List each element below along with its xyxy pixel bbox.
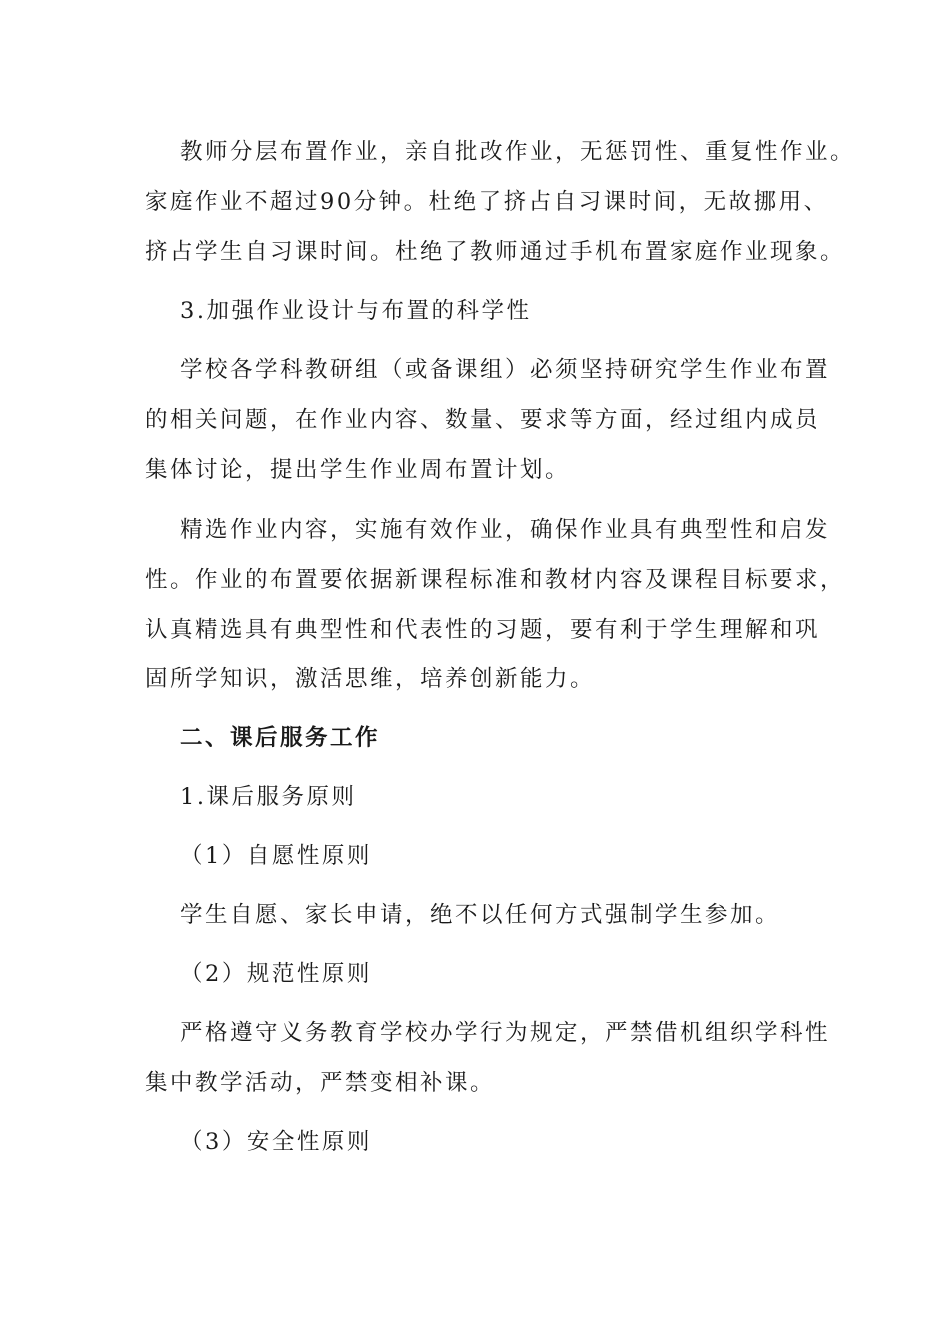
subheading-safety-principle: （3）安全性原则 bbox=[180, 1129, 372, 1155]
subheading-service-principles: 1.课后服务原则 bbox=[180, 784, 357, 810]
paragraph-normative-line-1: 严格遵守义务教育学校办学行为规定，严禁借机组织学科性 bbox=[180, 1020, 831, 1046]
paragraph-normative-line-2: 集中教学活动，严禁变相补课。 bbox=[145, 1070, 496, 1096]
subheading-voluntary-principle: （1）自愿性原则 bbox=[180, 843, 372, 869]
paragraph-select-homework-line-4: 固所学知识，激活思维，培养创新能力。 bbox=[145, 666, 596, 692]
subheading-normative-principle: （2）规范性原则 bbox=[180, 961, 372, 987]
paragraph-teaching-group-line-2: 的相关问题，在作业内容、数量、要求等方面，经过组内成员 bbox=[145, 407, 821, 433]
paragraph-select-homework-line-3: 认真精选具有典型性和代表性的习题，要有利于学生理解和巩 bbox=[145, 617, 821, 643]
paragraph-select-homework-line-2: 性。作业的布置要依据新课程标准和教材内容及课程目标要求， bbox=[145, 567, 846, 593]
paragraph-homework-line-2: 家庭作业不超过90分钟。杜绝了挤占自习课时间，无故挪用、 bbox=[145, 189, 829, 215]
paragraph-teaching-group-line-3: 集体讨论，提出学生作业周布置计划。 bbox=[145, 457, 571, 483]
heading-homework-design: 3.加强作业设计与布置的科学性 bbox=[180, 298, 532, 324]
section-heading-after-school: 二、课后服务工作 bbox=[180, 725, 381, 751]
paragraph-voluntary: 学生自愿、家长申请，绝不以任何方式强制学生参加。 bbox=[180, 902, 781, 928]
paragraph-homework-line-3: 挤占学生自习课时间。杜绝了教师通过手机布置家庭作业现象。 bbox=[145, 239, 846, 265]
paragraph-select-homework-line-1: 精选作业内容，实施有效作业，确保作业具有典型性和启发 bbox=[180, 517, 831, 543]
paragraph-homework-line-1: 教师分层布置作业，亲自批改作业，无惩罚性、重复性作业。 bbox=[180, 139, 856, 165]
paragraph-teaching-group-line-1: 学校各学科教研组（或备课组）必须坚持研究学生作业布置 bbox=[180, 357, 831, 383]
